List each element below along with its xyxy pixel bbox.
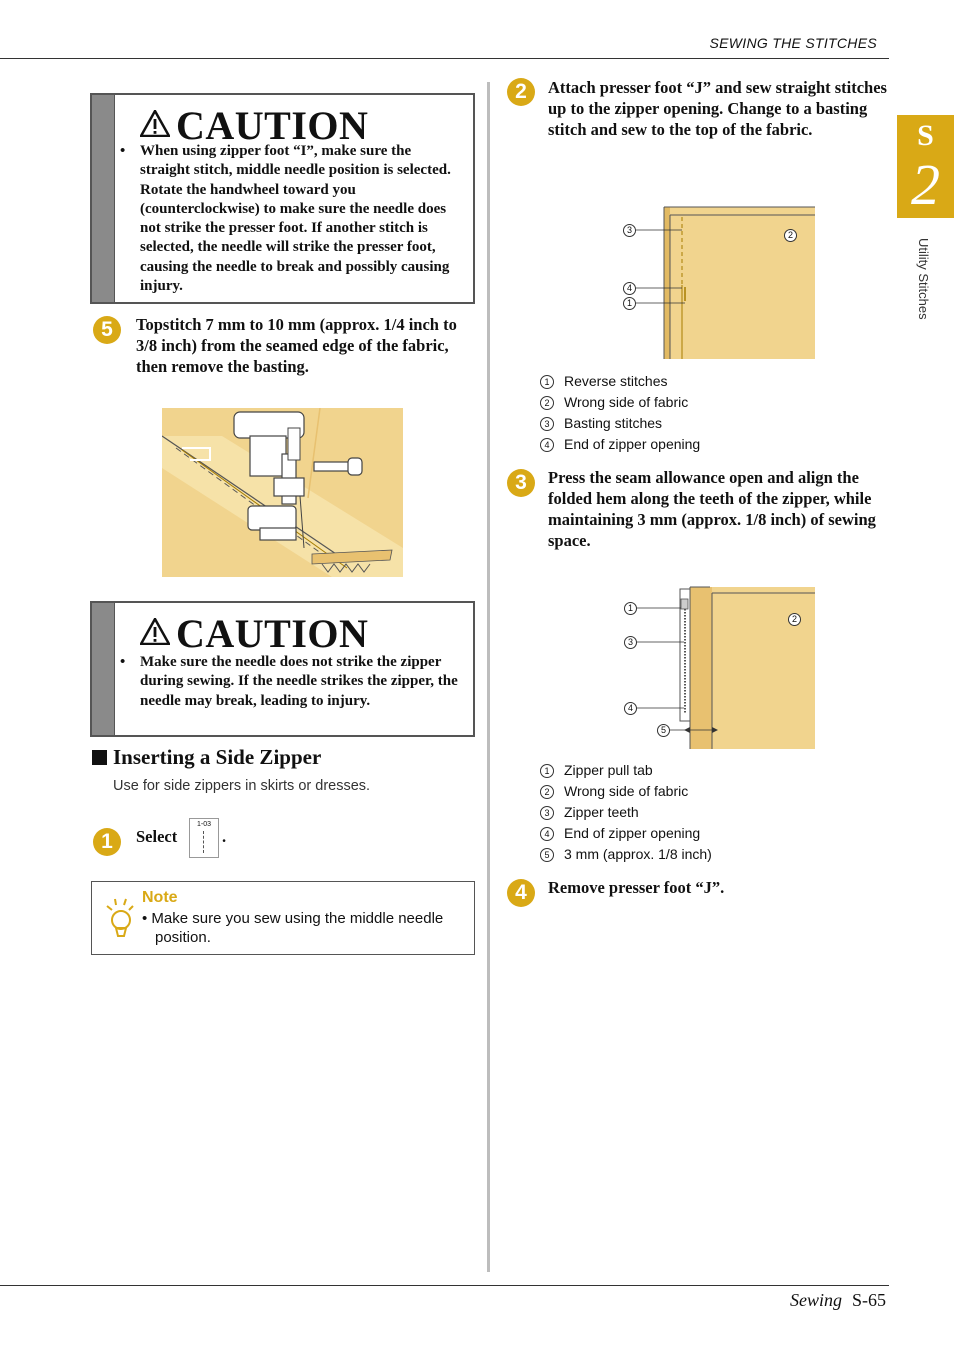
chapter-tab-letter: S (917, 119, 934, 152)
callout-label: 1 (624, 602, 637, 615)
topstitch-illustration (162, 408, 403, 577)
callout-label: 2 (788, 613, 801, 626)
step-number-badge: 1 (93, 828, 121, 856)
legend-item: 4 End of zipper opening (540, 823, 712, 844)
figure-legend (540, 760, 712, 865)
square-bullet-icon (92, 750, 107, 765)
lightbulb-icon (102, 896, 136, 938)
note-label: Note (142, 889, 178, 906)
callout-label: 5 (657, 724, 670, 737)
callout-label: 3 (623, 224, 636, 237)
caution-item: • Make sure the needle does not strike the zipper during sewing. If the needle strikes the zipper, the needle may break, leading to injury. (120, 653, 460, 711)
legend-item: 2 Wrong side of fabric (540, 781, 712, 802)
step-number-badge: 3 (507, 469, 535, 497)
step-number-badge: 4 (507, 879, 535, 907)
warning-triangle-icon (140, 618, 170, 645)
legend-item: 3 Basting stitches (540, 413, 700, 434)
step-instruction: Remove presser foot “J”. (548, 878, 725, 897)
step-instruction: Attach presser foot “J” and sew straight stitches up to the zipper opening. Change to a basting stitch and sew to the top of the fabric. (548, 78, 887, 139)
page-number: S-65 (851, 1290, 886, 1310)
section-intro: Use for side zippers in skirts or dresses. (113, 778, 371, 794)
legend-item: 1 Reverse stitches (540, 371, 700, 392)
footer-section: Sewing (789, 1290, 842, 1310)
legend-item: 3 Zipper teeth (540, 802, 712, 823)
column-divider (487, 82, 490, 1272)
zipper-alignment-diagram (618, 585, 818, 751)
chapter-tab-number: 2 (911, 152, 940, 217)
caution-title: CAUTION (140, 101, 368, 151)
step-instruction-end: . (222, 827, 227, 846)
note-text: • Make sure you sew using the middle needle position. (142, 910, 444, 946)
legend-item: 4 End of zipper opening (540, 434, 700, 455)
caution-item: • When using zipper foot “I”, make sure the straight stitch, middle needle position is selected. Rotate the handwheel toward you (counterclockwise) to make sure the needle does not strike the presser foot. If another stitch is selected, the needle will strike the presser foot, causing the needle to break and possibly causing injury. (120, 142, 460, 296)
page-footer (790, 1290, 886, 1311)
step-instruction: Select (136, 827, 178, 846)
caution-box (90, 601, 475, 737)
legend-item: 2 Wrong side of fabric (540, 392, 700, 413)
callout-label: 2 (784, 229, 797, 242)
running-header: SEWING THE STITCHES (709, 35, 877, 51)
header-rule (0, 58, 889, 59)
step-number-badge: 2 (507, 78, 535, 106)
step-instruction: Press the seam allowance open and align the folded hem along the teeth of the zipper, while maintaining 3 mm (approx. 1/8 inch) of sewing space. (548, 468, 876, 550)
callout-label: 3 (624, 636, 637, 649)
stitch-key-icon: 1-03 (189, 818, 219, 858)
caution-box (90, 93, 475, 304)
caution-title: CAUTION (140, 609, 368, 659)
legend-item: 5 3 mm (approx. 1/8 inch) (540, 844, 712, 865)
step-instruction: Topstitch 7 mm to 10 mm (approx. 1/4 inch to 3/8 inch) from the seamed edge of the fabric, then remove the basting. (136, 315, 457, 376)
callout-label: 4 (623, 282, 636, 295)
footer-rule (0, 1285, 889, 1286)
note-box (91, 881, 475, 955)
callout-label: 4 (624, 702, 637, 715)
legend-item: 1 Zipper pull tab (540, 760, 712, 781)
step-number-badge: 5 (93, 316, 121, 344)
callout-label: 1 (623, 297, 636, 310)
chapter-tab (897, 115, 954, 218)
figure-legend (540, 371, 700, 455)
section-heading: Inserting a Side Zipper (92, 745, 321, 770)
chapter-vertical-title: Utility Stitches (916, 238, 931, 320)
warning-triangle-icon (140, 110, 170, 137)
